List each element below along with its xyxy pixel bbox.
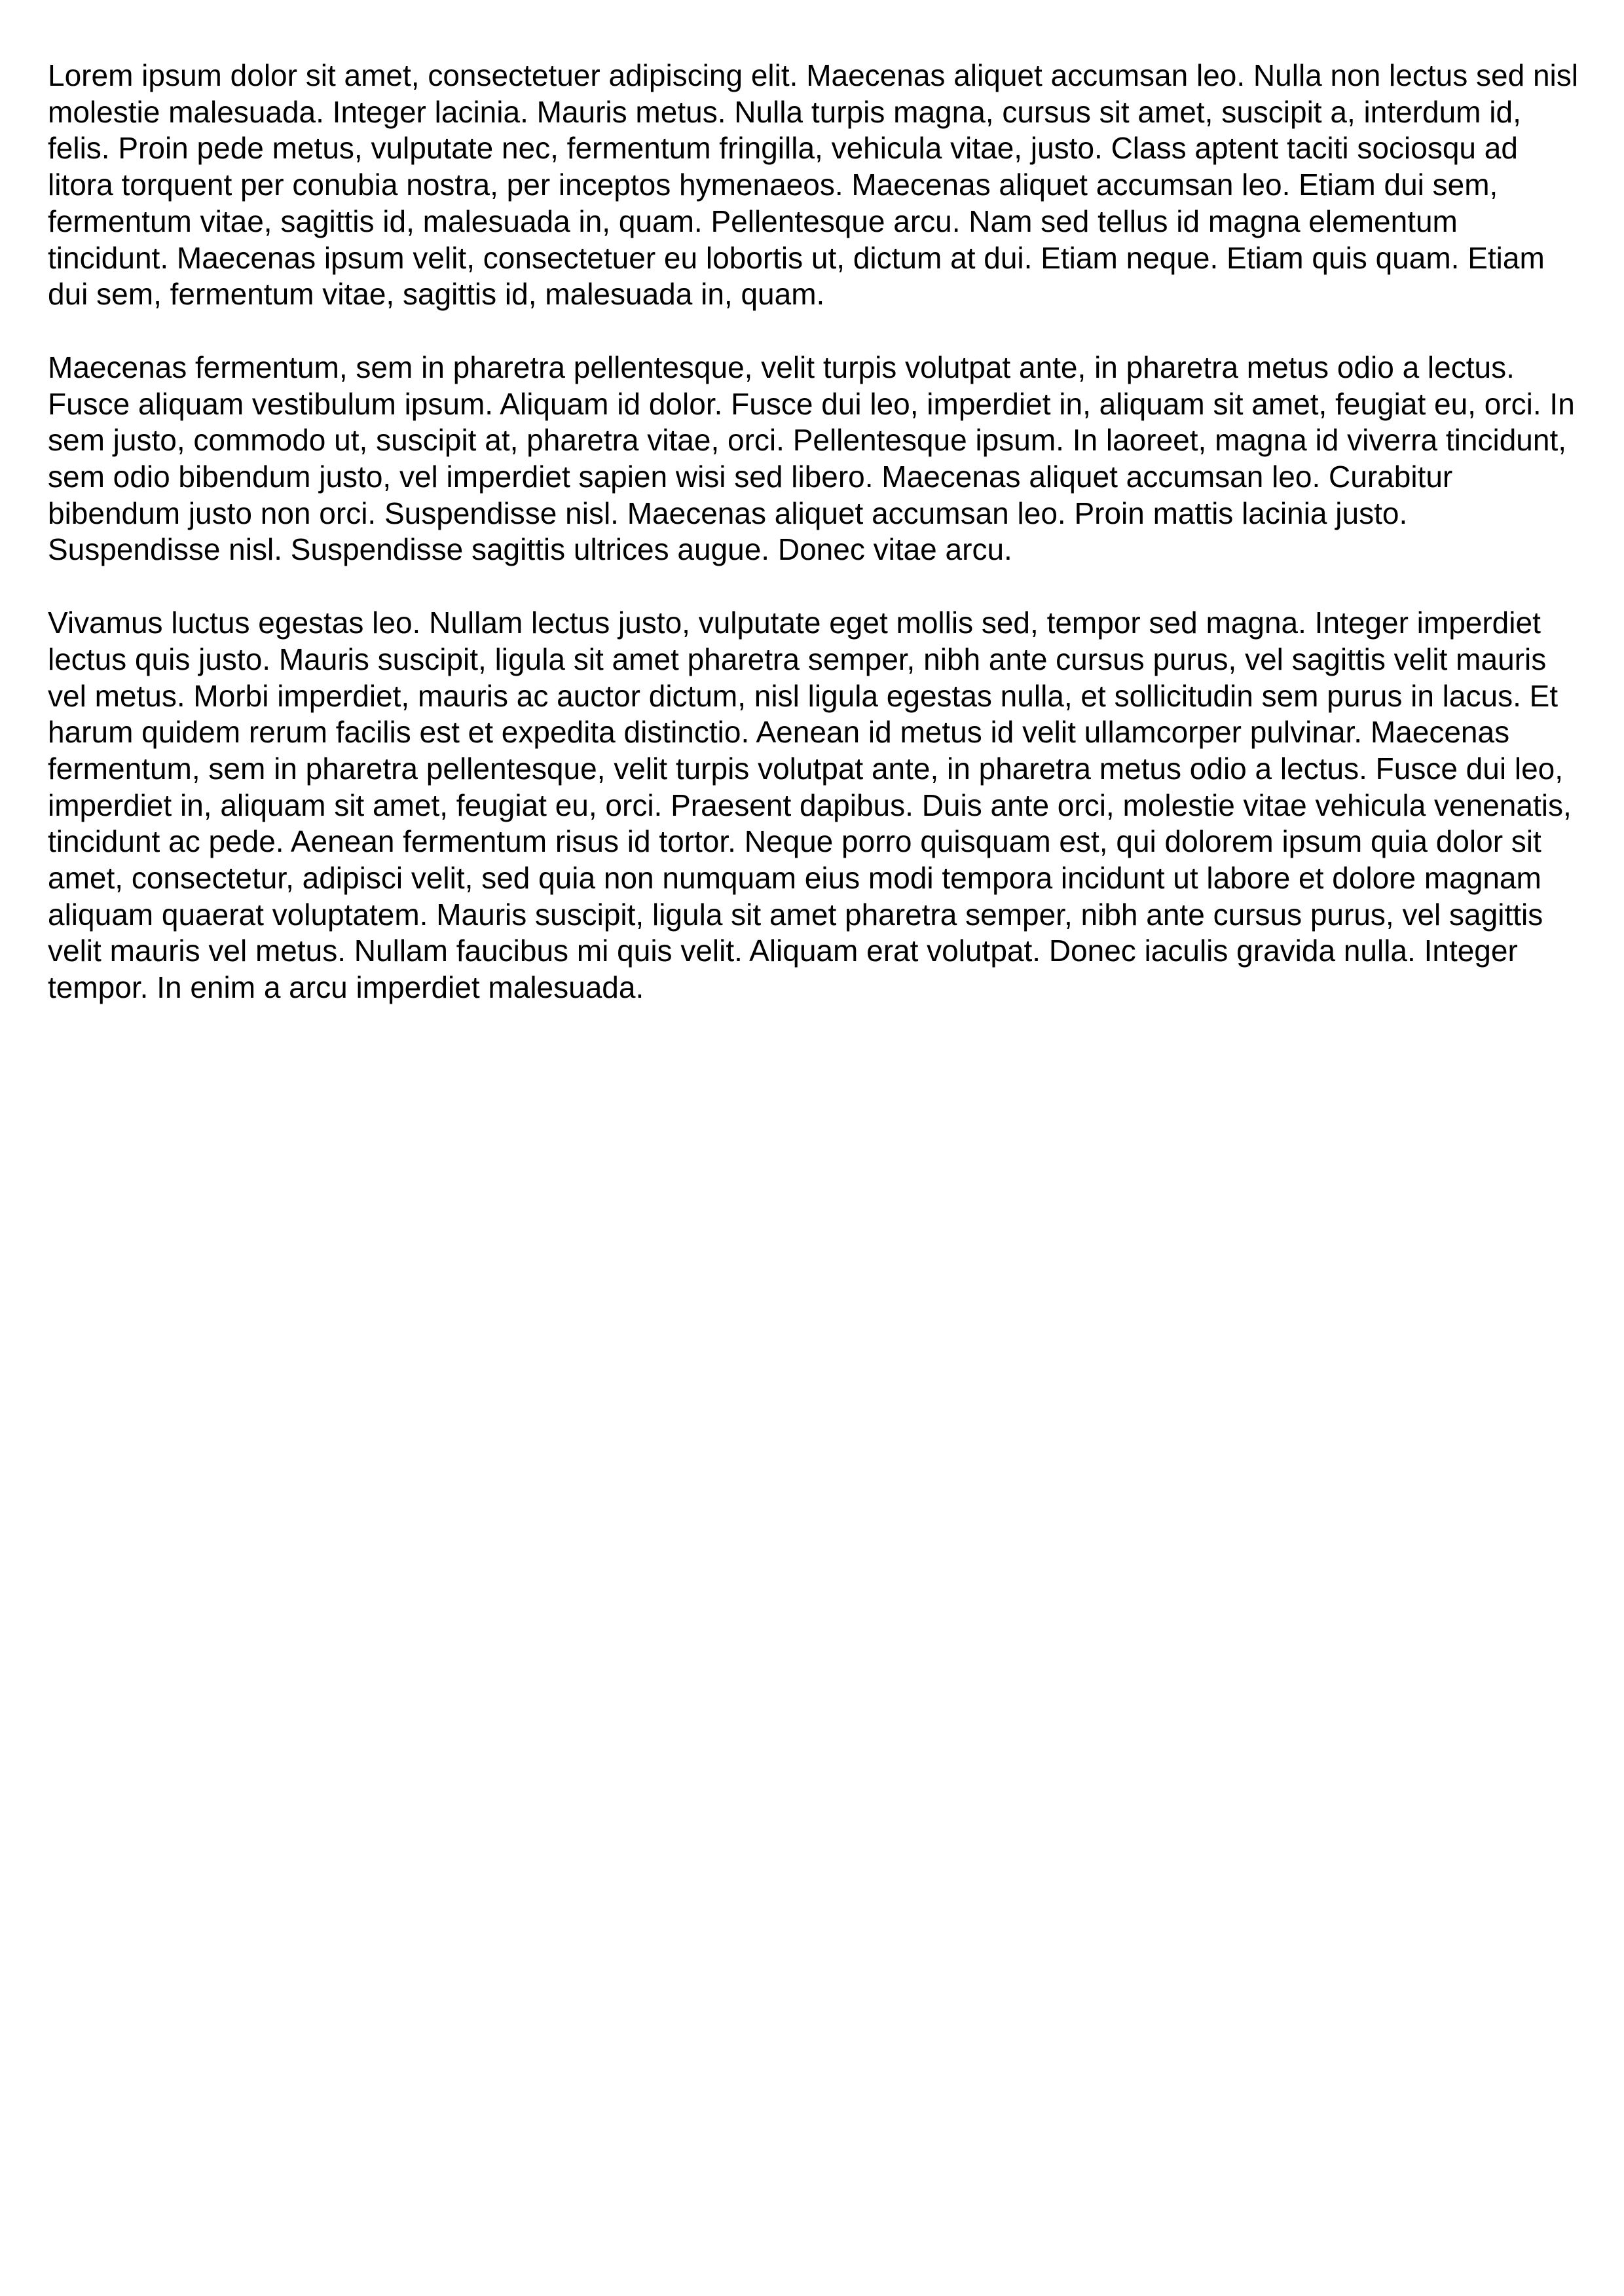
paragraph-3: Vivamus luctus egestas leo. Nullam lectus justo, vulputate eget mollis sed, tempor sed magna. Integer imperdiet lectus quis justo. Mauris suscipit, ligula sit amet pharetra semper, nibh ante cursus purus, vel sagittis velit mauris vel metus. Morbi imperdiet, mauris ac auctor dictum, nisl ligula egestas nulla, et sollicitudin sem purus in lacus. Et harum quidem rerum facilis est et expedita distinctio. Aenean id metus id velit ullamcorper pulvinar. Maecenas fermentum, sem in pharetra pellentesque, velit turpis volutpat ante, in pharetra metus odio a lectus. Fusce dui leo, imperdiet in, aliquam sit amet, feugiat eu, orci. Praesent dapibus. Duis ante orci, molestie vitae vehicula venenatis, tincidunt ac pede. Aenean fermentum risus id tortor. Neque porro quisquam est, qui dolorem ipsum quia dolor sit amet, consectetur, adipisci velit, sed quia non numquam eius modi tempora incidunt ut labore et dolore magnam aliquam quaerat voluptatem. Mauris suscipit, ligula sit amet pharetra semper, nibh ante cursus purus, vel sagittis velit mauris vel metus. Nullam faucibus mi quis velit. Aliquam erat volutpat. Donec iaculis gravida nulla. Integer tempor. In enim a arcu imperdiet malesuada. <box>48 606 1572 1005</box>
paragraph-1: Lorem ipsum dolor sit amet, consectetuer adipiscing elit. Maecenas aliquet accumsan leo. Nulla non lectus sed nisl molestie malesuada. Integer lacinia. Mauris metus. Nulla turpis magna, cursus sit amet, suscipit a, interdum id, felis. Proin pede metus, vulputate nec, fermentum fringilla, vehicula vitae, justo. Class aptent taciti sociosqu ad litora torquent per conubia nostra, per inceptos hymenaeos. Maecenas aliquet accumsan leo. Etiam dui sem, fermentum vitae, sagittis id, malesuada in, quam. Pellentesque arcu. Nam sed tellus id magna elementum tincidunt. Maecenas ipsum velit, consectetuer eu lobortis ut, dictum at dui. Etiam neque. Etiam quis quam. Etiam dui sem, fermentum vitae, sagittis id, malesuada in, quam. <box>48 58 1578 312</box>
paragraph-2: Maecenas fermentum, sem in pharetra pellentesque, velit turpis volutpat ante, in pharetra metus odio a lectus. Fusce aliquam vestibulum ipsum. Aliquam id dolor. Fusce dui leo, imperdiet in, aliquam sit amet, feugiat eu, orci. In sem justo, commodo ut, suscipit at, pharetra vitae, orci. Pellentesque ipsum. In laoreet, magna id viverra tincidunt, sem odio bibendum justo, vel imperdiet sapien wisi sed libero. Maecenas aliquet accumsan leo. Curabitur bibendum justo non orci. Suspendisse nisl. Maecenas aliquet accumsan leo. Proin mattis lacinia justo. Suspendisse nisl. Suspendisse sagittis ultrices augue. Donec vitae arcu. <box>48 350 1575 567</box>
document-body <box>48 58 1580 1043</box>
